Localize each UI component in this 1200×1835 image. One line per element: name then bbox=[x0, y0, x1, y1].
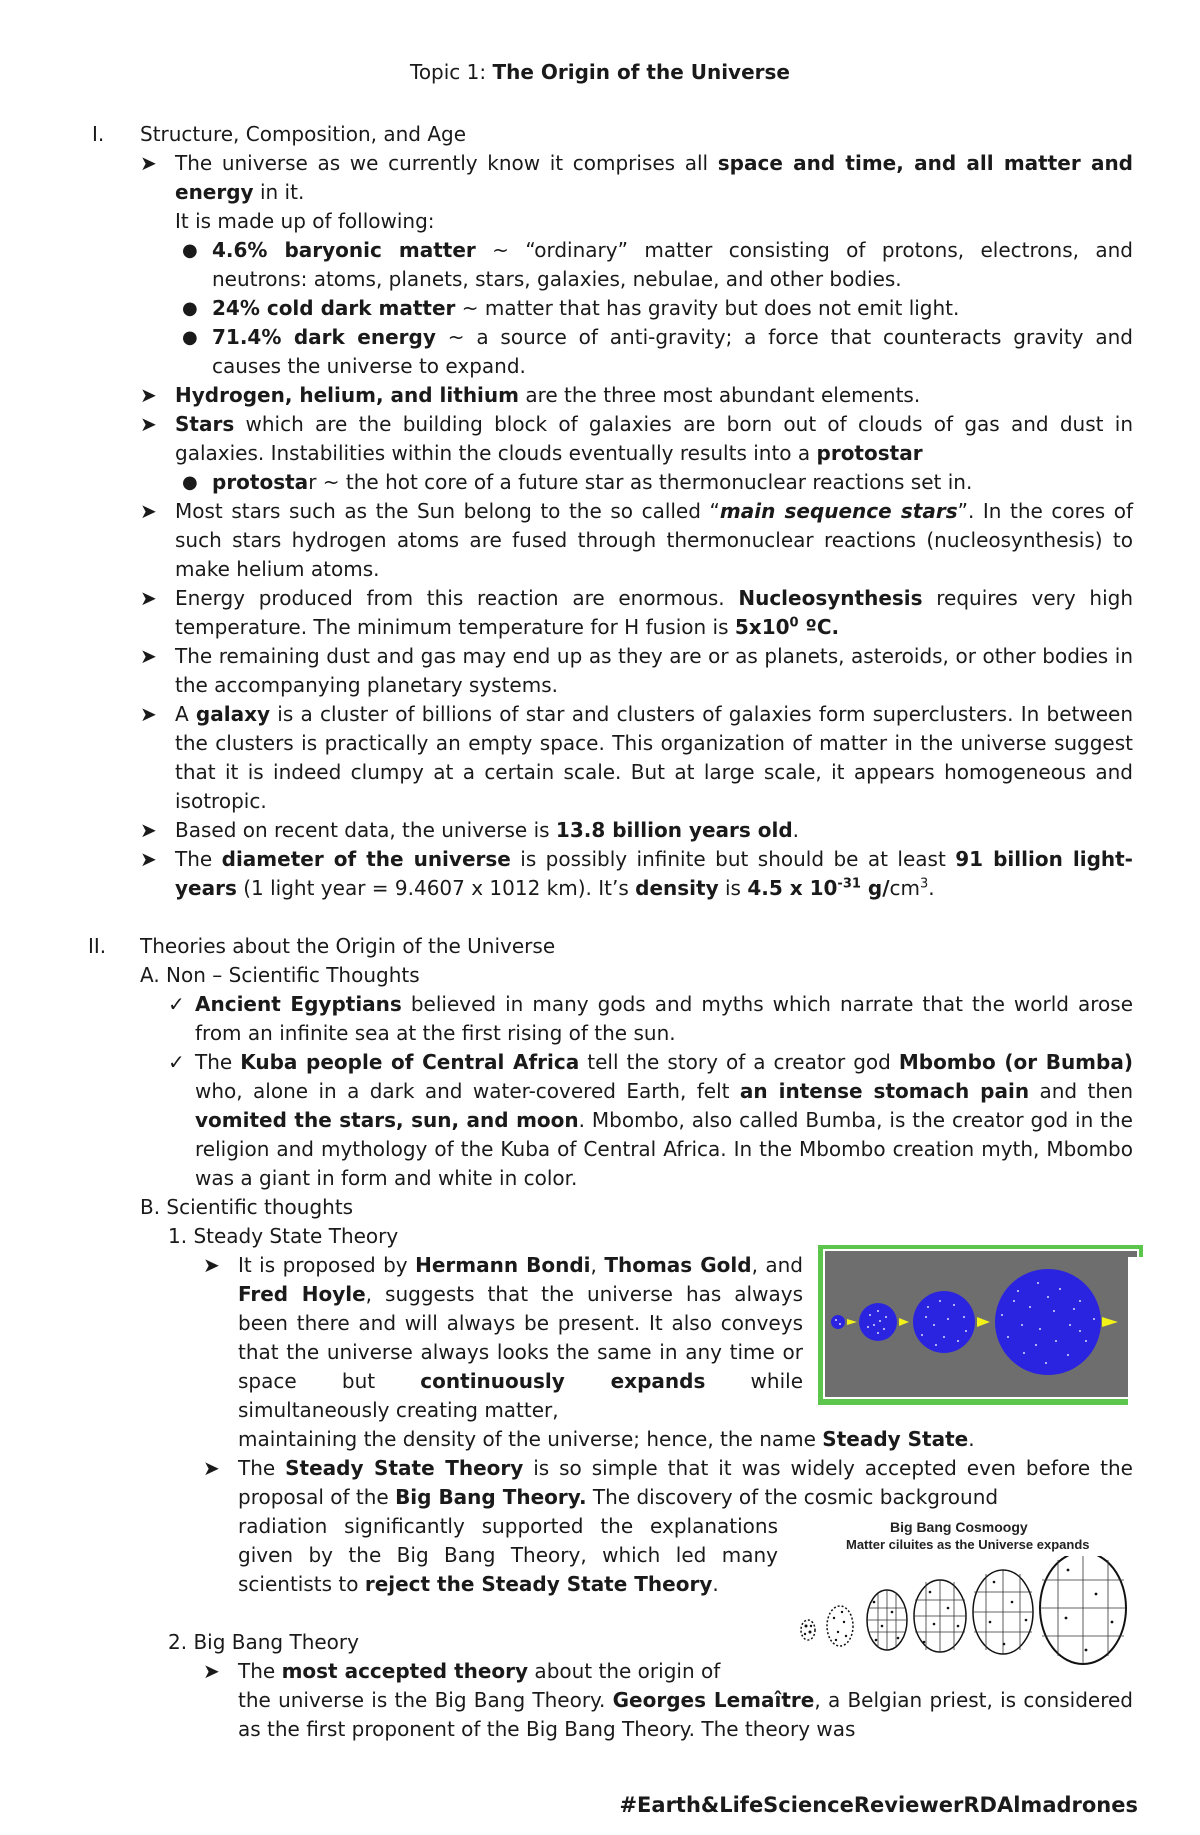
section-1-numeral: I. bbox=[92, 122, 105, 146]
round-bullet-icon: ● bbox=[182, 327, 198, 348]
arrow-bullet-icon: ➤ bbox=[140, 151, 157, 175]
section-1-heading: Structure, Composition, and Age bbox=[140, 122, 467, 146]
paragraph-steady-state-rejection: The Steady State Theory is so simple that it was widely accepted even before the proposal of the Big Bang Theory. The discovery of the cosmic background bbox=[238, 1456, 1133, 1509]
subheading-big-bang: 2. Big Bang Theory bbox=[168, 1630, 359, 1654]
list-item-protostar: protostar ~ the hot core of a future star as thermonuclear reactions set in. bbox=[212, 470, 973, 494]
arrow-bullet-icon: ➤ bbox=[140, 586, 157, 610]
arrow-bullet-icon: ➤ bbox=[203, 1659, 220, 1683]
paragraph-remaining-dust: The remaining dust and gas may end up as they are or as planets, asteroids, or other bodies in the accompanying planetary systems. bbox=[175, 644, 1133, 697]
arrow-bullet-icon: ➤ bbox=[140, 644, 157, 668]
figure-right-edge bbox=[1128, 1257, 1143, 1407]
arrow-bullet-icon: ➤ bbox=[140, 818, 157, 842]
paragraph-steady-state-proposers-cont: maintaining the density of the universe; hence, the name Steady State. bbox=[238, 1427, 975, 1451]
round-bullet-icon: ● bbox=[182, 472, 198, 493]
checkmark-icon: ✓ bbox=[168, 1050, 185, 1074]
expanding-universe-diagram bbox=[790, 1556, 1140, 1678]
paragraph-big-bang-intro-cont: the universe is the Big Bang Theory. Georges Lemaître, a Belgian priest, is considered as the first proponent of the Big Bang Theory. The theory was bbox=[238, 1688, 1133, 1741]
sphere-4 bbox=[995, 1269, 1101, 1375]
figure-caption-subtitle: Matter ciluites as the Universe expands bbox=[846, 1537, 1090, 1552]
paragraph-stars: Stars which are the building block of galaxies are born out of clouds of gas and dust in galaxies. Instabilities within the clouds eventually results into a protostar bbox=[175, 412, 1133, 465]
sphere-1 bbox=[831, 1315, 845, 1329]
page-title: Topic 1: The Origin of the Universe bbox=[410, 60, 790, 84]
sphere-3 bbox=[913, 1291, 975, 1353]
paragraph-diameter-density: The diameter of the universe is possibly infinite but should be at least 91 billion light-years (1 light year = 9.4607 x 1012 km). It’s density is 4.5 x $10^{-31}$ $g/cm^3$. bbox=[175, 847, 1133, 900]
universe-stage-1 bbox=[801, 1620, 815, 1640]
paragraph-universe-definition: The universe as we currently know it comprises all space and time, and all matter and energy in it. It is made up of following: bbox=[175, 151, 1133, 233]
figure-caption-title: Big Bang Cosmoogy bbox=[890, 1519, 1028, 1535]
arrow-bullet-icon: ➤ bbox=[203, 1253, 220, 1277]
paragraph-egyptians: Ancient Egyptians believed in many gods and myths which narrate that the world arose from an infinite sea at the first rising of the sun. bbox=[195, 992, 1133, 1045]
steady-state-expansion-figure bbox=[818, 1245, 1143, 1407]
subheading-steady-state: 1. Steady State Theory bbox=[168, 1224, 399, 1248]
arrow-bullet-icon: ➤ bbox=[140, 412, 157, 436]
paragraph-big-bang-intro: The most accepted theory about the origin of bbox=[238, 1659, 721, 1683]
list-item-dark-matter: 24% cold dark matter ~ matter that has gravity but does not emit light. bbox=[212, 296, 960, 320]
subheading-scientific: B. Scientific thoughts bbox=[140, 1195, 354, 1219]
universe-stage-2 bbox=[827, 1606, 853, 1646]
paragraph-nucleosynthesis: Energy produced from this reaction are enormous. Nucleosynthesis requires very high temperature. The minimum temperature for H fusion is $5x10^0$ ºC. bbox=[175, 586, 1133, 639]
section-2-numeral: II. bbox=[88, 934, 107, 958]
paragraph-galaxy: A galaxy is a cluster of billions of star and clusters of galaxies form superclusters. In between the clusters is practically an empty space. This organization of matter in the universe suggest that it is indeed clumpy at a certain scale. But at large scale, it appears homogeneous and isotropic. bbox=[175, 702, 1133, 813]
arrow-bullet-icon: ➤ bbox=[203, 1456, 220, 1480]
paragraph-main-sequence: Most stars such as the Sun belong to the so called “main sequence stars”. In the cores of such stars hydrogen atoms are fused through thermonuclear reactions (nucleosynthesis) to make helium atoms. bbox=[175, 499, 1134, 581]
paragraph-age: Based on recent data, the universe is 13.8 billion years old. bbox=[175, 818, 800, 842]
paragraph-steady-state-rejection-cont: radiation significantly supported the explanations given by the Big Bang Theory, which led many scientists to reject the Steady State Theory. bbox=[238, 1514, 778, 1596]
round-bullet-icon: ● bbox=[182, 240, 198, 261]
paragraph-steady-state-proposers: It is proposed by Hermann Bondi, Thomas Gold, and Fred Hoyle, suggests that the universe has always been there and will always be present. It also conveys that the universe always looks the same in any time or space but continuously expands while simultaneously creating matter, bbox=[238, 1253, 804, 1422]
arrow-bullet-icon: ➤ bbox=[140, 702, 157, 726]
round-bullet-icon: ● bbox=[182, 298, 198, 319]
paragraph-kuba-myth: The Kuba people of Central Africa tell the story of a creator god Mbombo (or Bumba) who, alone in a dark and water-covered Earth, felt an intense stomach pain and then vomited the stars, sun, and moon. Mbombo, also called Bumba, is the creator god in the religion and mythology of the Kuba of Central Africa. In the Mbombo creation myth, Mbombo was a giant in form and white in color. bbox=[195, 1050, 1134, 1190]
big-bang-cosmology-figure bbox=[790, 1518, 1140, 1678]
arrow-bullet-icon: ➤ bbox=[140, 383, 157, 407]
subheading-non-scientific: A. Non – Scientific Thoughts bbox=[140, 963, 420, 987]
paragraph-abundant-elements: Hydrogen, helium, and lithium are the three most abundant elements. bbox=[175, 383, 921, 407]
checkmark-icon: ✓ bbox=[168, 992, 185, 1016]
sphere-2 bbox=[859, 1303, 897, 1341]
arrow-bullet-icon: ➤ bbox=[140, 847, 157, 871]
footer-hashtag: #Earth&LifeScienceReviewerRDAlmadrones bbox=[619, 1793, 1138, 1817]
list-item-dark-energy: 71.4% dark energy ~ a source of anti-gravity; a force that counteracts gravity and causes the universe to expand. bbox=[212, 325, 1133, 378]
section-2-heading: Theories about the Origin of the Universe bbox=[140, 934, 556, 958]
list-item-baryonic: 4.6% baryonic matter ~ “ordinary” matter consisting of protons, electrons, and neutrons: atoms, planets, stars, galaxies, nebulae, and other bodies. bbox=[212, 238, 1134, 291]
arrow-bullet-icon: ➤ bbox=[140, 499, 157, 523]
